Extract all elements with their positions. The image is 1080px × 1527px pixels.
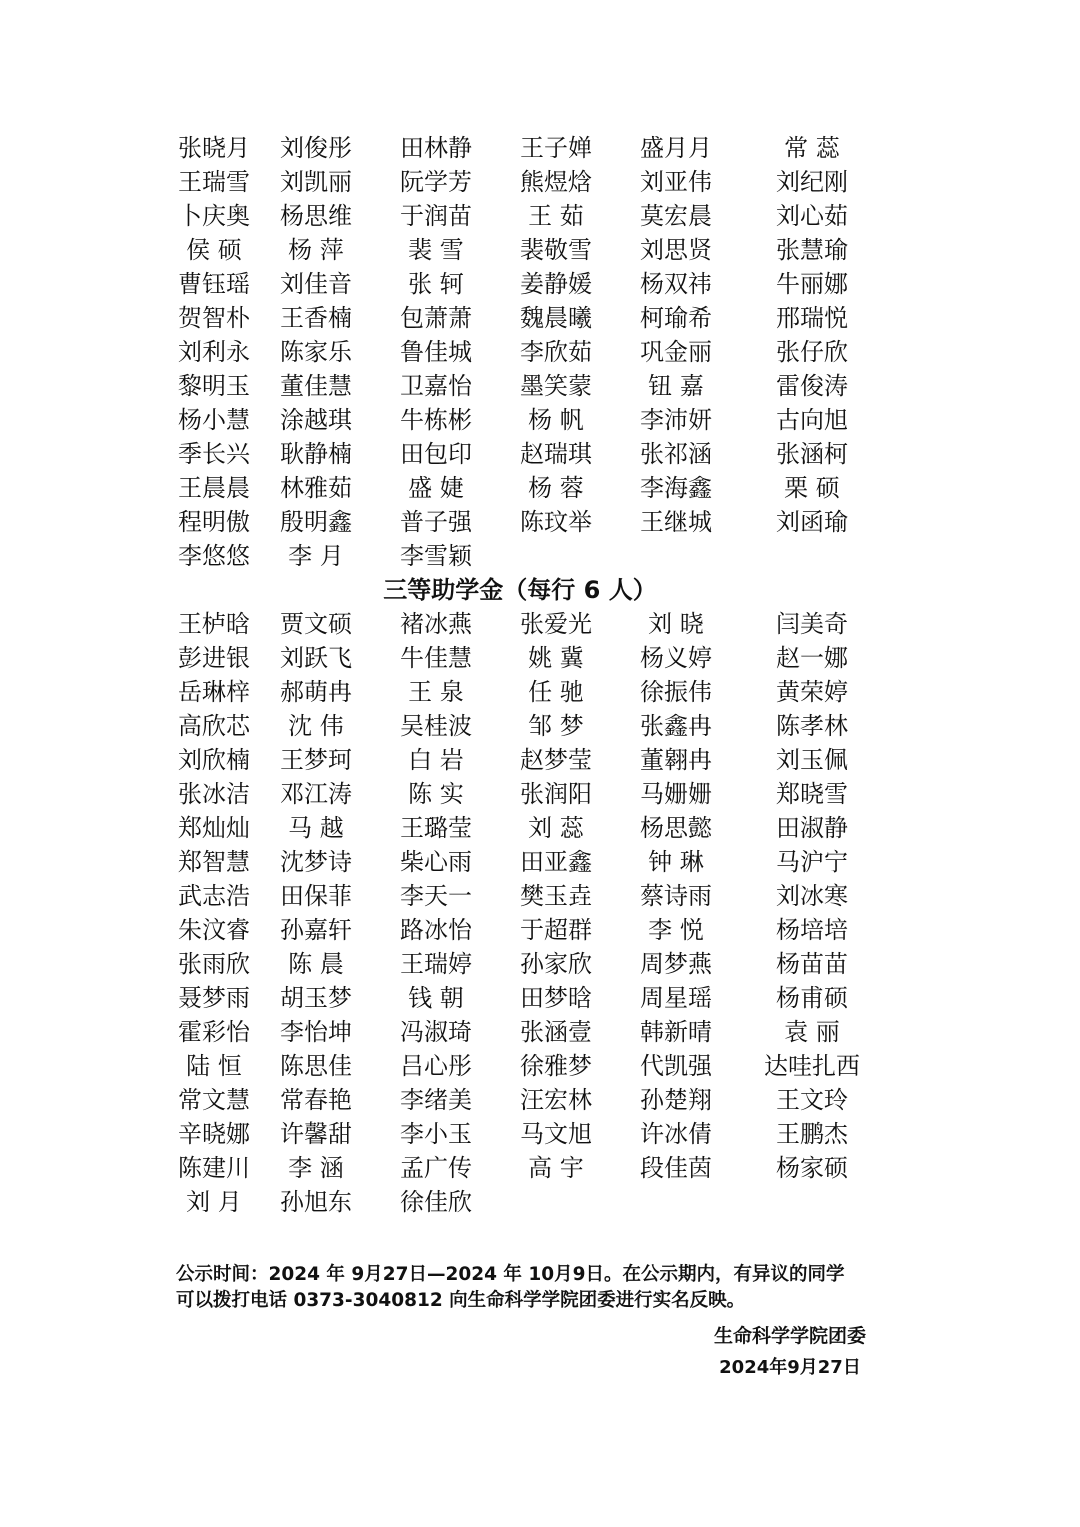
student-name: 冯淑琦 [400, 1018, 472, 1046]
student-name: 贾文硕 [280, 610, 352, 638]
student-name: 邢瑞悦 [776, 304, 848, 332]
student-name: 赵梦莹 [520, 746, 592, 774]
student-name: 孙嘉轩 [280, 916, 352, 944]
student-name: 涂越琪 [280, 406, 352, 434]
student-name: 田亚鑫 [520, 848, 592, 876]
student-name: 蔡诗雨 [640, 882, 712, 910]
student-name: 岳琳梓 [178, 678, 250, 706]
student-name: 郑灿灿 [178, 814, 250, 842]
student-name: 王香楠 [280, 304, 352, 332]
student-name: 陈 实 [408, 780, 464, 808]
student-name: 雷俊涛 [776, 372, 848, 400]
student-name: 徐佳欣 [400, 1188, 472, 1216]
student-name: 褚冰燕 [400, 610, 472, 638]
student-name: 白 岩 [408, 746, 464, 774]
name-row [0, 913, 1080, 947]
student-name: 李 悦 [648, 916, 704, 944]
student-name: 刘 晓 [648, 610, 704, 638]
student-name: 王 茹 [528, 202, 584, 230]
student-name: 陈家乐 [280, 338, 352, 366]
signature-date: 2024年9月27日 [719, 1357, 861, 1378]
student-name: 刘 蕊 [528, 814, 584, 842]
student-name: 杨甫硕 [776, 984, 848, 1012]
student-name: 柯瑜希 [640, 304, 712, 332]
student-name: 陆 恒 [186, 1052, 242, 1080]
name-row [0, 641, 1080, 675]
student-name: 许冰倩 [640, 1120, 712, 1148]
student-name: 常文慧 [178, 1086, 250, 1114]
student-name: 杨双祎 [640, 270, 712, 298]
student-name: 王继城 [640, 508, 712, 536]
student-name: 刘俊彤 [280, 134, 352, 162]
name-row [0, 539, 1080, 573]
student-name: 栗 硕 [784, 474, 840, 502]
student-name: 邹 梦 [528, 712, 584, 740]
student-name: 汪宏林 [520, 1086, 592, 1114]
student-name: 郑晓雪 [776, 780, 848, 808]
student-name: 路冰怡 [400, 916, 472, 944]
name-row [0, 471, 1080, 505]
student-name: 杨 蓉 [528, 474, 584, 502]
student-name: 鲁佳城 [400, 338, 472, 366]
student-name: 李怡坤 [280, 1018, 352, 1046]
student-name: 马沪宁 [776, 848, 848, 876]
student-name: 盛 婕 [408, 474, 464, 502]
student-name: 武志浩 [178, 882, 250, 910]
student-name: 牛丽娜 [776, 270, 848, 298]
student-name: 侯 硕 [186, 236, 242, 264]
student-name: 张鑫冉 [640, 712, 712, 740]
name-row [0, 675, 1080, 709]
student-name: 裴 雪 [408, 236, 464, 264]
student-name: 刘佳音 [280, 270, 352, 298]
student-name: 董翱冉 [640, 746, 712, 774]
student-name: 王璐莹 [400, 814, 472, 842]
name-row [0, 947, 1080, 981]
student-name: 刘凯丽 [280, 168, 352, 196]
student-name: 周梦燕 [640, 950, 712, 978]
student-name: 于超群 [520, 916, 592, 944]
student-name: 黄荣婷 [776, 678, 848, 706]
student-name: 田包印 [400, 440, 472, 468]
name-row [0, 1151, 1080, 1185]
student-name: 杨家硕 [776, 1154, 848, 1182]
student-name: 钮 嘉 [648, 372, 704, 400]
student-name: 刘心茹 [776, 202, 848, 230]
student-name: 李悠悠 [178, 542, 250, 570]
name-row [0, 199, 1080, 233]
student-name: 常 蕊 [784, 134, 840, 162]
student-name: 李雪颖 [400, 542, 472, 570]
student-name: 孟广传 [400, 1154, 472, 1182]
student-name: 李小玉 [400, 1120, 472, 1148]
name-list-third-grade [0, 607, 1080, 1219]
name-row [0, 845, 1080, 879]
student-name: 徐振伟 [640, 678, 712, 706]
student-name: 常春艳 [280, 1086, 352, 1114]
name-row [0, 879, 1080, 913]
name-row [0, 233, 1080, 267]
student-name: 黎明玉 [178, 372, 250, 400]
student-name: 张晓月 [178, 134, 250, 162]
student-name: 杨苗苗 [776, 950, 848, 978]
name-row [0, 709, 1080, 743]
notice-line-1: 公示时间：2024 年 9月27日—2024 年 10月9日。在公示期内，有异议的同学 [176, 1264, 845, 1285]
student-name: 刘 月 [186, 1188, 242, 1216]
name-row [0, 777, 1080, 811]
student-name: 王瑞婷 [400, 950, 472, 978]
student-name: 牛佳慧 [400, 644, 472, 672]
student-name: 田林静 [400, 134, 472, 162]
student-name: 李沛妍 [640, 406, 712, 434]
student-name: 高 宇 [528, 1154, 584, 1182]
student-name: 杨小慧 [178, 406, 250, 434]
student-name: 达哇扎西 [764, 1052, 860, 1080]
student-name: 钟 琳 [648, 848, 704, 876]
student-name: 马 越 [288, 814, 344, 842]
student-name: 殷明鑫 [280, 508, 352, 536]
student-name: 墨笑蒙 [520, 372, 592, 400]
student-name: 张 轲 [408, 270, 464, 298]
student-name: 郝萌冉 [280, 678, 352, 706]
name-row [0, 403, 1080, 437]
name-row [0, 1083, 1080, 1117]
student-name: 李天一 [400, 882, 472, 910]
student-name: 刘欣楠 [178, 746, 250, 774]
student-name: 韩新晴 [640, 1018, 712, 1046]
student-name: 于润苗 [400, 202, 472, 230]
name-row [0, 301, 1080, 335]
student-name: 田梦晗 [520, 984, 592, 1012]
student-name: 卜庆奥 [178, 202, 250, 230]
name-row [0, 437, 1080, 471]
student-name: 孙旭东 [280, 1188, 352, 1216]
student-name: 樊玉垚 [520, 882, 592, 910]
student-name: 刘跃飞 [280, 644, 352, 672]
student-name: 沈梦诗 [280, 848, 352, 876]
student-name: 姜静媛 [520, 270, 592, 298]
notice-text [176, 1262, 896, 1314]
student-name: 杨培培 [776, 916, 848, 944]
student-name: 刘亚伟 [640, 168, 712, 196]
student-name: 包萧萧 [400, 304, 472, 332]
student-name: 孙楚翔 [640, 1086, 712, 1114]
student-name: 张仔欣 [776, 338, 848, 366]
student-name: 王晨晨 [178, 474, 250, 502]
name-row [0, 1049, 1080, 1083]
student-name: 王栌晗 [178, 610, 250, 638]
student-name: 刘纪刚 [776, 168, 848, 196]
student-name: 张慧瑜 [776, 236, 848, 264]
notice-line-2: 可以拨打电话 0373-3040812 向生命科学学院团委进行实名反映。 [176, 1290, 746, 1311]
student-name: 莫宏晨 [640, 202, 712, 230]
student-name: 钱 朝 [408, 984, 464, 1012]
student-name: 杨 帆 [528, 406, 584, 434]
student-name: 杨思懿 [640, 814, 712, 842]
name-row [0, 131, 1080, 165]
student-name: 杨思维 [280, 202, 352, 230]
name-row [0, 369, 1080, 403]
student-name: 段佳茵 [640, 1154, 712, 1182]
student-name: 姚 冀 [528, 644, 584, 672]
student-name: 闫美奇 [776, 610, 848, 638]
student-name: 霍彩怡 [178, 1018, 250, 1046]
student-name: 王鹏杰 [776, 1120, 848, 1148]
student-name: 裴敬雪 [520, 236, 592, 264]
student-name: 赵一娜 [776, 644, 848, 672]
student-name: 胡玉梦 [280, 984, 352, 1012]
student-name: 张爱光 [520, 610, 592, 638]
student-name: 贺智朴 [178, 304, 250, 332]
student-name: 田淑静 [776, 814, 848, 842]
student-name: 朱汶睿 [178, 916, 250, 944]
student-name: 李海鑫 [640, 474, 712, 502]
name-row [0, 811, 1080, 845]
name-row [0, 1185, 1080, 1219]
student-name: 刘冰寒 [776, 882, 848, 910]
student-name: 杨义婷 [640, 644, 712, 672]
student-name: 辛晓娜 [178, 1120, 250, 1148]
student-name: 王文玲 [776, 1086, 848, 1114]
student-name: 彭进银 [178, 644, 250, 672]
student-name: 季长兴 [178, 440, 250, 468]
student-name: 刘利永 [178, 338, 250, 366]
student-name: 刘函瑜 [776, 508, 848, 536]
student-name: 马姗姗 [640, 780, 712, 808]
name-row [0, 1015, 1080, 1049]
student-name: 盛月月 [640, 134, 712, 162]
student-name: 熊煜焓 [520, 168, 592, 196]
student-name: 卫嘉怡 [400, 372, 472, 400]
name-row [0, 981, 1080, 1015]
student-name: 邓江涛 [280, 780, 352, 808]
name-row [0, 505, 1080, 539]
student-name: 周星瑶 [640, 984, 712, 1012]
student-name: 牛栋彬 [400, 406, 472, 434]
student-name: 张祁涵 [640, 440, 712, 468]
student-name: 沈 伟 [288, 712, 344, 740]
student-name: 袁 丽 [784, 1018, 840, 1046]
student-name: 陈 晨 [288, 950, 344, 978]
student-name: 程明傲 [178, 508, 250, 536]
student-name: 耿静楠 [280, 440, 352, 468]
student-name: 巩金丽 [640, 338, 712, 366]
student-name: 聂梦雨 [178, 984, 250, 1012]
student-name: 董佳慧 [280, 372, 352, 400]
student-name: 陈思佳 [280, 1052, 352, 1080]
student-name: 刘思贤 [640, 236, 712, 264]
student-name: 张润阳 [520, 780, 592, 808]
name-row [0, 743, 1080, 777]
student-name: 李绪美 [400, 1086, 472, 1114]
student-name: 吕心彤 [400, 1052, 472, 1080]
student-name: 高欣芯 [178, 712, 250, 740]
student-name: 吴桂波 [400, 712, 472, 740]
student-name: 李 涵 [288, 1154, 344, 1182]
student-name: 王梦珂 [280, 746, 352, 774]
student-name: 阮学芳 [400, 168, 472, 196]
student-name: 赵瑞琪 [520, 440, 592, 468]
student-name: 许馨甜 [280, 1120, 352, 1148]
name-row [0, 1117, 1080, 1151]
student-name: 陈孝林 [776, 712, 848, 740]
name-row [0, 267, 1080, 301]
student-name: 陈玟举 [520, 508, 592, 536]
student-name: 张雨欣 [178, 950, 250, 978]
student-name: 马文旭 [520, 1120, 592, 1148]
student-name: 李欣茹 [520, 338, 592, 366]
student-name: 任 驰 [528, 678, 584, 706]
student-name: 孙家欣 [520, 950, 592, 978]
student-name: 张涵壹 [520, 1018, 592, 1046]
student-name: 普子强 [400, 508, 472, 536]
student-name: 张涵柯 [776, 440, 848, 468]
student-name: 李 月 [288, 542, 344, 570]
name-row [0, 165, 1080, 199]
student-name: 林雅茹 [280, 474, 352, 502]
student-name: 田保菲 [280, 882, 352, 910]
student-name: 张冰洁 [178, 780, 250, 808]
student-name: 王瑞雪 [178, 168, 250, 196]
name-row [0, 607, 1080, 641]
student-name: 杨 萍 [288, 236, 344, 264]
student-name: 王子婵 [520, 134, 592, 162]
student-name: 陈建川 [178, 1154, 250, 1182]
student-name: 代凯强 [640, 1052, 712, 1080]
student-name: 王 泉 [408, 678, 464, 706]
student-name: 古向旭 [776, 406, 848, 434]
student-name: 魏晨曦 [520, 304, 592, 332]
student-name: 柴心雨 [400, 848, 472, 876]
student-name: 刘玉佩 [776, 746, 848, 774]
name-row [0, 335, 1080, 369]
student-name: 曹钰瑶 [178, 270, 250, 298]
student-name: 郑智慧 [178, 848, 250, 876]
section-heading-third-grade: 三等助学金（每行 6 人） [383, 576, 657, 604]
student-name: 徐雅梦 [520, 1052, 592, 1080]
name-list-top [0, 131, 1080, 573]
signature-organization: 生命科学学院团委 [713, 1325, 866, 1347]
